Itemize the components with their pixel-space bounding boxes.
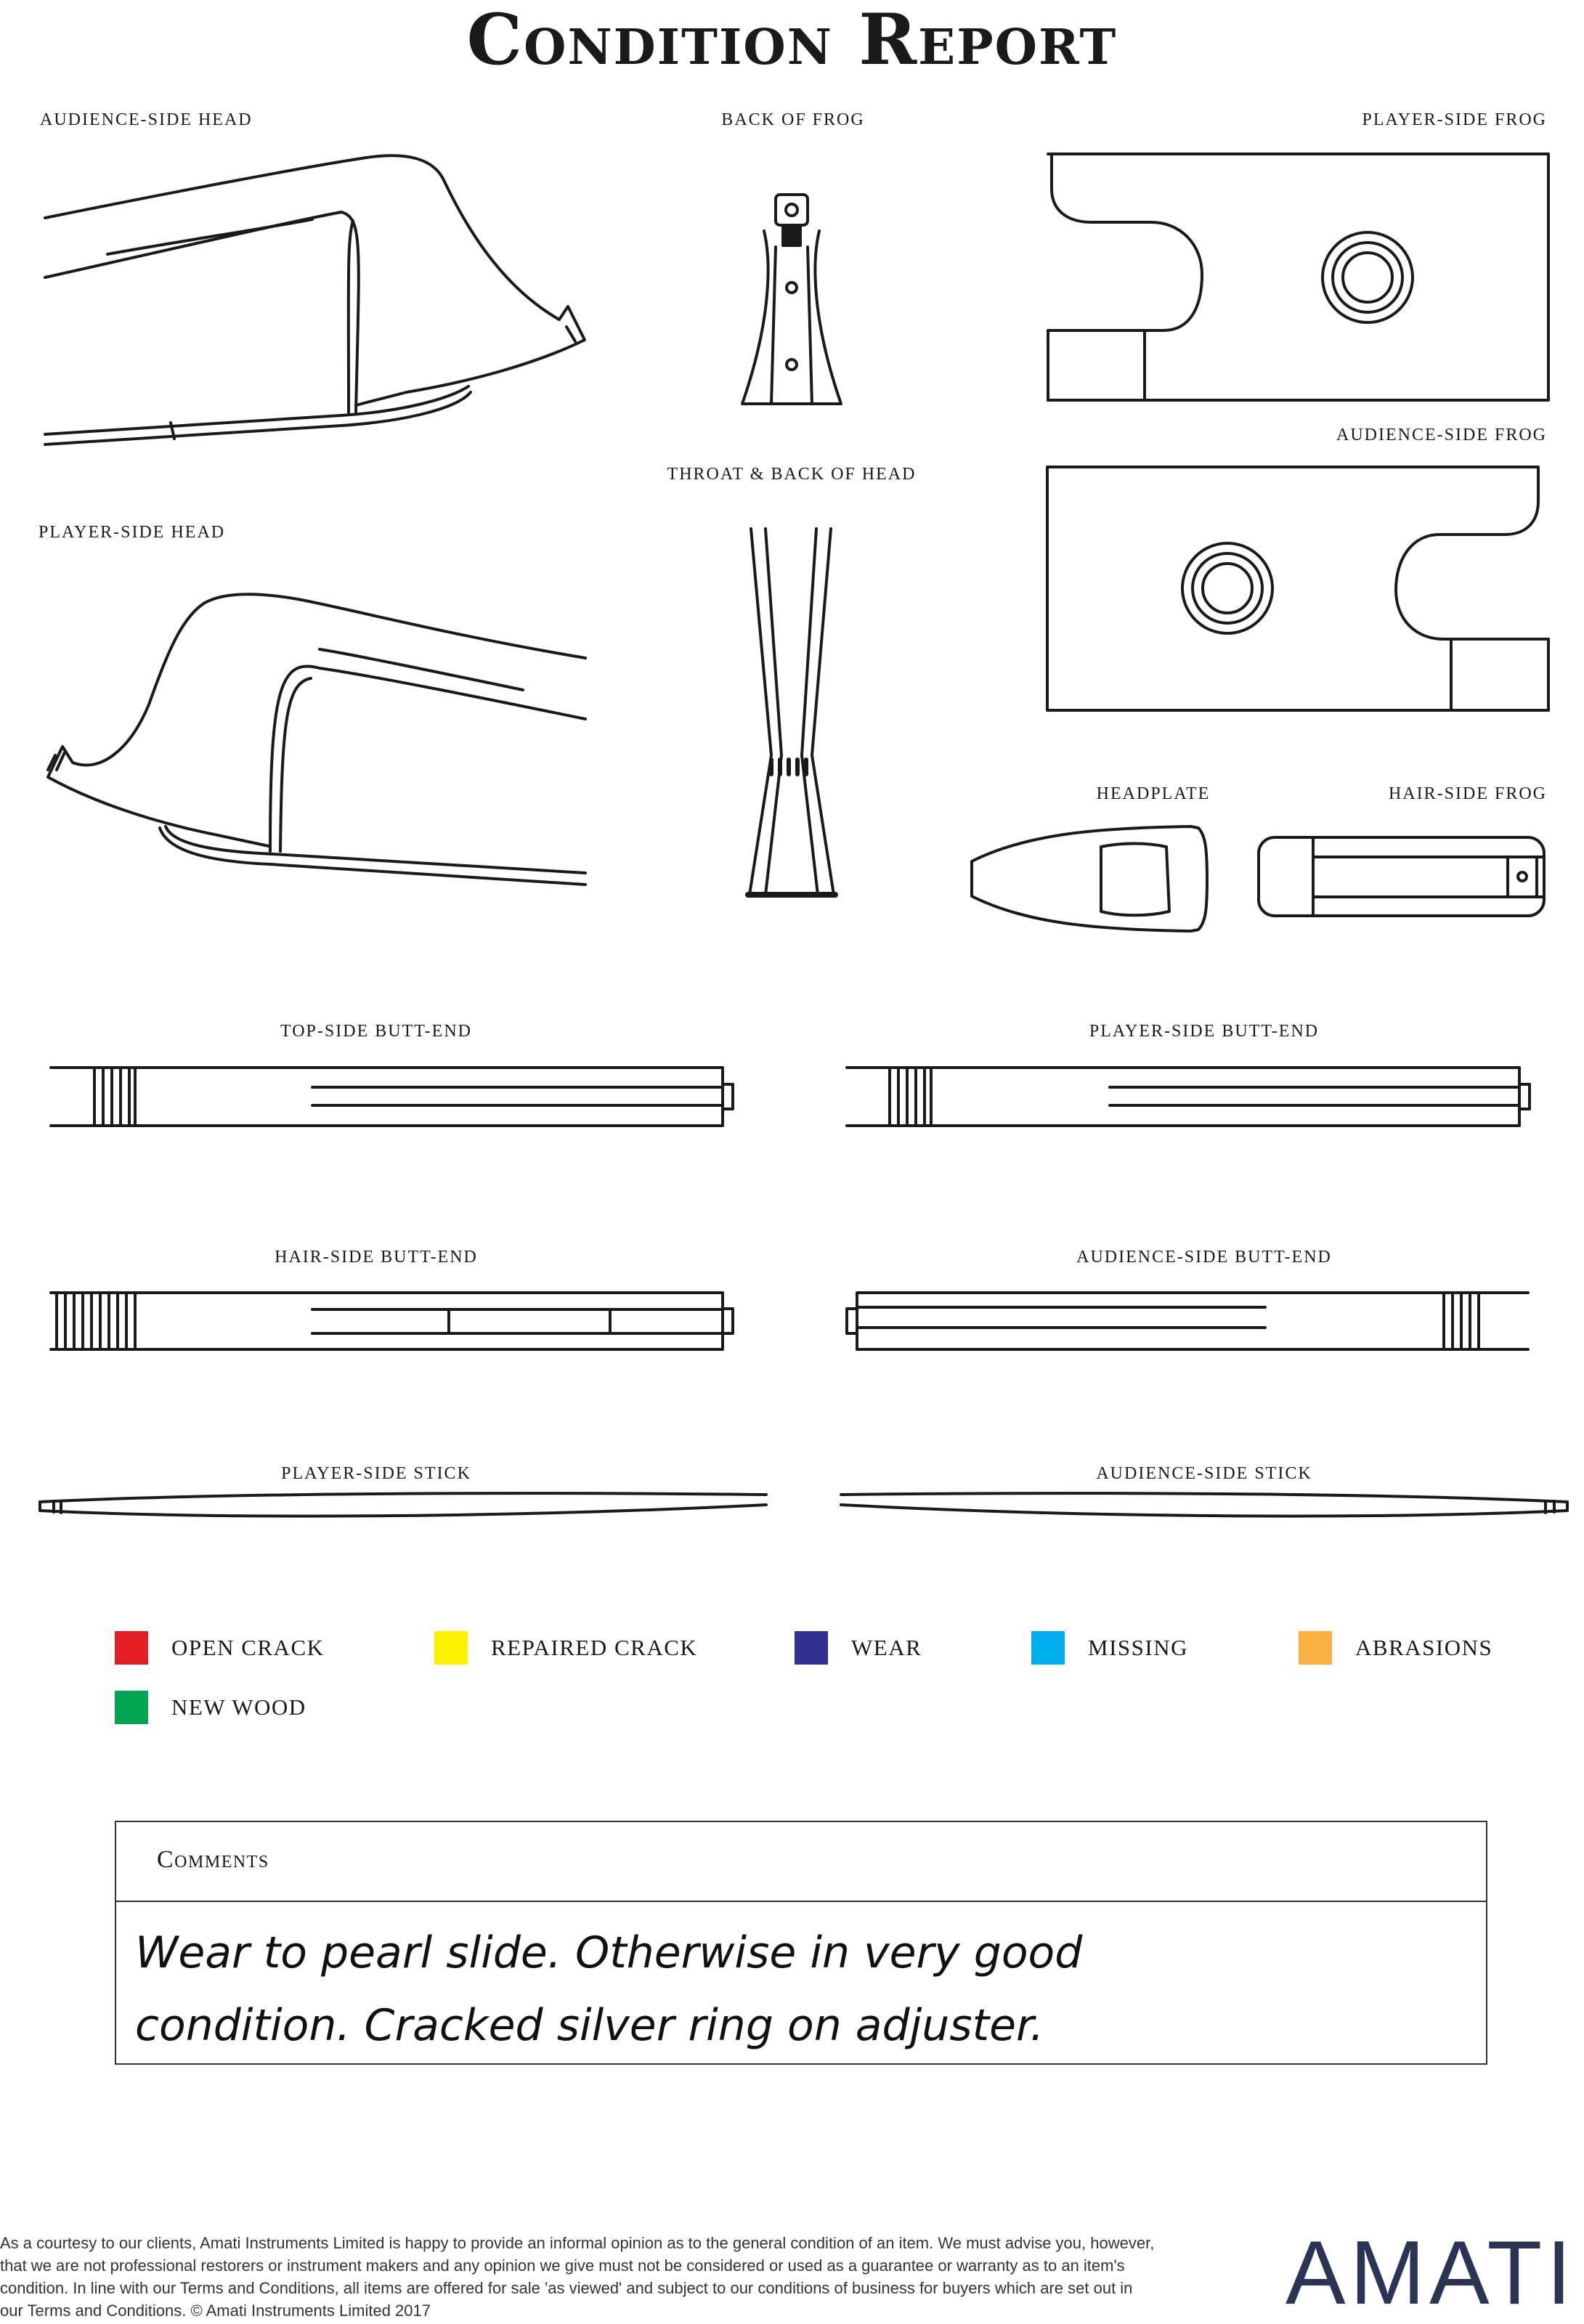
audience-side-head-drawing [45, 155, 585, 444]
legend-label: REPAIRED CRACK [491, 1635, 698, 1660]
swatch-abrasions [1299, 1631, 1332, 1665]
audience-side-stick-drawing [841, 1493, 1567, 1516]
legend-label: NEW WOOD [171, 1694, 306, 1720]
swatch-repaired-crack [434, 1631, 468, 1665]
back-of-frog-drawing [742, 195, 841, 404]
hair-side-butt-end-drawing [51, 1293, 733, 1349]
label-hair-side-frog: HAIR-SIDE FROG [1388, 784, 1547, 803]
label-back-of-frog: BACK OF FROG [721, 110, 865, 129]
comments-heading: Comments [116, 1822, 1486, 1902]
swatch-wear [795, 1631, 828, 1665]
audience-side-frog-drawing [1047, 467, 1548, 710]
legend-label: OPEN CRACK [171, 1635, 325, 1660]
swatch-missing [1031, 1631, 1065, 1665]
legend-abrasions [1299, 1631, 1492, 1665]
legend-new-wood [115, 1691, 306, 1724]
player-side-head-drawing [48, 594, 585, 885]
label-top-side-butt-end: TOP-SIDE BUTT-END [280, 1022, 473, 1041]
legend-missing [1031, 1631, 1188, 1665]
label-headplate: HEADPLATE [1096, 784, 1211, 803]
headplate-drawing [972, 826, 1207, 931]
label-audience-side-stick: AUDIENCE-SIDE STICK [1096, 1464, 1312, 1483]
legend-repaired-crack [434, 1631, 697, 1665]
comments-line: condition. Cracked silver ring on adjuster. [135, 2000, 1044, 2051]
label-player-side-butt-end: PLAYER-SIDE BUTT-END [1089, 1022, 1320, 1041]
player-side-butt-end-drawing [847, 1068, 1530, 1126]
brand-logo: AMATI [1286, 2223, 1576, 2323]
legend-wear [795, 1631, 922, 1665]
legend-label: MISSING [1088, 1635, 1188, 1660]
label-audience-side-head: AUDIENCE-SIDE HEAD [40, 110, 253, 129]
swatch-open-crack [115, 1631, 148, 1665]
label-throat-back-of-head: THROAT & BACK OF HEAD [667, 465, 917, 484]
comments-line: Wear to pearl slide. Otherwise in very good [135, 1927, 1083, 1978]
page-title: Condition Report [466, 0, 1118, 81]
audience-side-butt-end-drawing [847, 1293, 1528, 1349]
label-player-side-stick: PLAYER-SIDE STICK [281, 1464, 471, 1483]
label-player-side-head: PLAYER-SIDE HEAD [38, 523, 226, 542]
legend-open-crack [115, 1631, 325, 1665]
player-side-stick-drawing [40, 1493, 766, 1516]
disclaimer: As a courtesy to our clients, Amati Instruments Limited is happy to provide an informal opinion as to the general condition of an item. We must advise you, however, that we are not professional restorers or instrument makers and any opinion we give must not be considered or used as a guarantee or warranty as to an item's condition. In line with our Terms and Conditions, all items are offered for sale 'as viewed' and subject to our conditions of business for buyers which are set out in our Terms and Conditions. © Amati Instruments Limited 2017 [0, 2234, 1155, 2320]
comments-box [115, 1821, 1487, 2065]
legend-label: ABRASIONS [1355, 1635, 1493, 1660]
swatch-new-wood [115, 1691, 148, 1724]
label-hair-side-butt-end: HAIR-SIDE BUTT-END [275, 1248, 478, 1267]
label-player-side-frog: PLAYER-SIDE FROG [1362, 110, 1547, 129]
label-audience-side-butt-end: AUDIENCE-SIDE BUTT-END [1076, 1248, 1332, 1267]
throat-back-of-head-drawing [748, 529, 835, 895]
top-side-butt-end-drawing [51, 1068, 733, 1126]
legend-label: WEAR [851, 1635, 922, 1660]
label-audience-side-frog: AUDIENCE-SIDE FROG [1336, 426, 1547, 444]
comments-text [116, 1902, 1486, 2062]
player-side-frog-drawing [1048, 154, 1548, 400]
hair-side-frog-drawing [1259, 837, 1544, 916]
